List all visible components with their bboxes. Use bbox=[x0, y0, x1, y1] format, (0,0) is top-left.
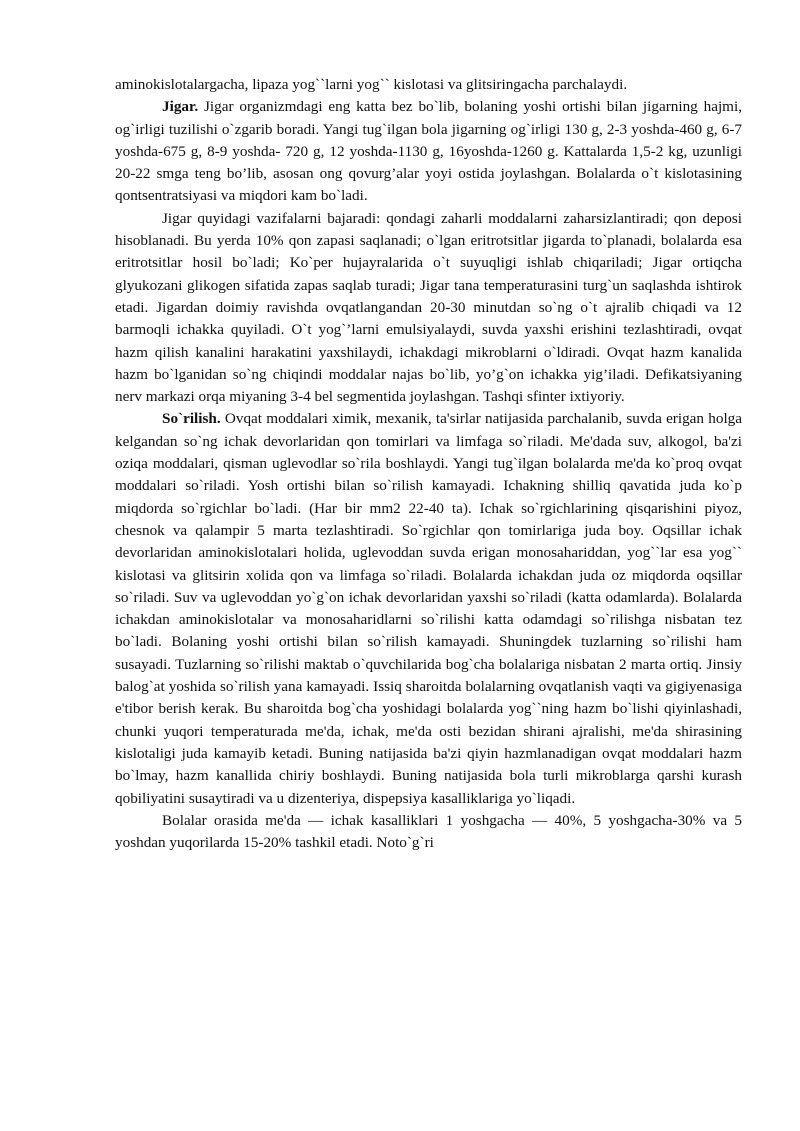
paragraph-continuation: aminokislotalargacha, lipaza yog``larni yog`` kislotasi va glitsiringacha parchalaydi. bbox=[115, 76, 628, 93]
paragraph-jigar bbox=[115, 96, 742, 207]
paragraph-jigar-text: Jigar organizmdagi eng katta bez bo`lib, bolaning yoshi ortishi bilan jigarning hajmi, og`irligi tuzilishi o`zgarib boradi. Yangi tug`ilgan bola jigarning og`irligi 130 g, 2-3 yoshda-460 g, 6-7 yoshda-675 g, 8-9 yoshda- 720 g, 12 yoshda-1130 g, 16yoshda-1260 g. Kattalarda 1,5-2 kg, uzunligi 20-22 smga teng bo’lib, asosan ong qovurg’alar yoyi ostida joylashgan. Bolalarda o`t kislotasining qontsentratsiyasi va miqdori kam bo`ladi. bbox=[115, 98, 742, 205]
paragraph-jigar-functions: Jigar quyidagi vazifalarni bajaradi: qondagi zaharli moddalarni zaharsizlantiradi; qon deposi hisoblanadi. Bu yerda 10% qon zapasi saqlanadi; o`lgan eritrotsitlar jigarda to`planadi, bolalarda esa eritrotsitlar hosil bo`ladi; Ko`per hujayralarida o`t suyuqligi ishlab chiqariladi; Jigar ortiqcha glyukozani glikogen sifatida zapas saqlab turadi; Jigar tana temperaturasini turg`un saqlashda ishtirok etadi. Jigardan doimiy ravishda ovqatlangandan 20-30 minutdan so`ng o`t ajralib chiqadi va 12 barmoqli ichakka quyiladi. O`t yog`’larni emulsiyalaydi, suvda yaxshi erishini tezlashtiradi, ovqat hazm qilish kanalini harakatini yaxshilaydi, ichakdagi mikroblarni o`ldiradi. Ovqat hazm kanalida hazm bo`lganidan so`ng chiqindi moddalar najas bo`lib, yo’g`on ichakka yig’iladi. Defikatsiyaning nerv markazi orqa miyaning 3-4 bel segmentida joylashgan. Tashqi sfinter ixtiyoriy. bbox=[115, 209, 742, 406]
paragraph-sorilish-text: Ovqat moddalari ximik, mexanik, ta'sirlar natijasida parchalanib, suvda erigan holga kelgandan so`ng ichak devorlaridan qon tomirlari va limfaga so`riladi. Me'dada suv, alkogol, ba'zi oziqa moddalari, qisman uglevodlar so`rila boshlaydi. Yangi tug`ilgan bolalarda me'da ko`proq ovqat moddalari so`riladi. Yosh ortishi bilan so`rilish kamayadi. Ichakning shilliq qavatida juda ko`p miqdorda so`rgichlar bo`ladi. (Har bir mm2 22-40 ta). Ichak so`rgichlarining qisqarishini piyoz, chesnok va qalampir 5 marta tezlashtiradi. So`rgichlar qon tomirlariga juda boy. Oqsillar ichak devorlaridan aminokislotalari holida, uglevoddan suvda erigan monosahariddan, yog``lar esa yog`` kislotasi va glitsirin xolida qon va limfaga so`riladi. Bolalarda ichakdan juda oz miqdorda oqsillar so`riladi. Suv va uglevoddan yo`g`on ichak devorlaridan yaxshi so`riladi (katta odamlarda). Bolalarda ichakdan aminokislotalar va monosaharidlarni so`rilishi katta odamdagi so`rilishga nisbatan tez bo`ladi. Bolaning yoshi ortishi bilan so`rilish kamayadi. Shuningdek tuzlarning so`rilishi ham susayadi. Tuzlarning so`rilishi maktab o`quvchilarida bog`cha bolalariga nisbatan 2 marta ortiq. Jinsiy balog`at yoshida so`rilish yana kamayadi. Issiq sharoitda bolalarning ovqatlanish vaqti va gigiyenasiga e'tibor berish kerak. Bu sharoitda bog`cha yoshidagi bolalarda yog``ning hazm bo`lishi qiyinlashadi, chunki yuqori temperaturada me'da, ichak, me'da osti bezidan shirani ajralishi, me'da shirasining kislotaligi juda kamayib ketadi. Buning natijasida ba'zi qiyin hazmlanadigan ovqat moddalari hazm bo`lmay, hazm kanallida chiriy boshlaydi. Buning natijasida bola turli mikroblarga qarshi kurash qobiliyatini susaytiradi va u dizenteriya, dispepsiya kasalliklariga yo`liqadi. bbox=[115, 410, 742, 807]
paragraph-sorilish bbox=[115, 408, 742, 809]
paragraph-diseases: Bolalar orasida me'da — ichak kasalliklari 1 yoshgacha — 40%, 5 yoshgacha-30% va 5 yoshdan yuqorilarda 15-20% tashkil etadi. Noto`g`ri bbox=[115, 811, 742, 852]
heading-jigar: Jigar. bbox=[162, 98, 199, 116]
heading-sorilish: So`rilish. bbox=[162, 410, 221, 428]
document-page bbox=[115, 74, 742, 854]
